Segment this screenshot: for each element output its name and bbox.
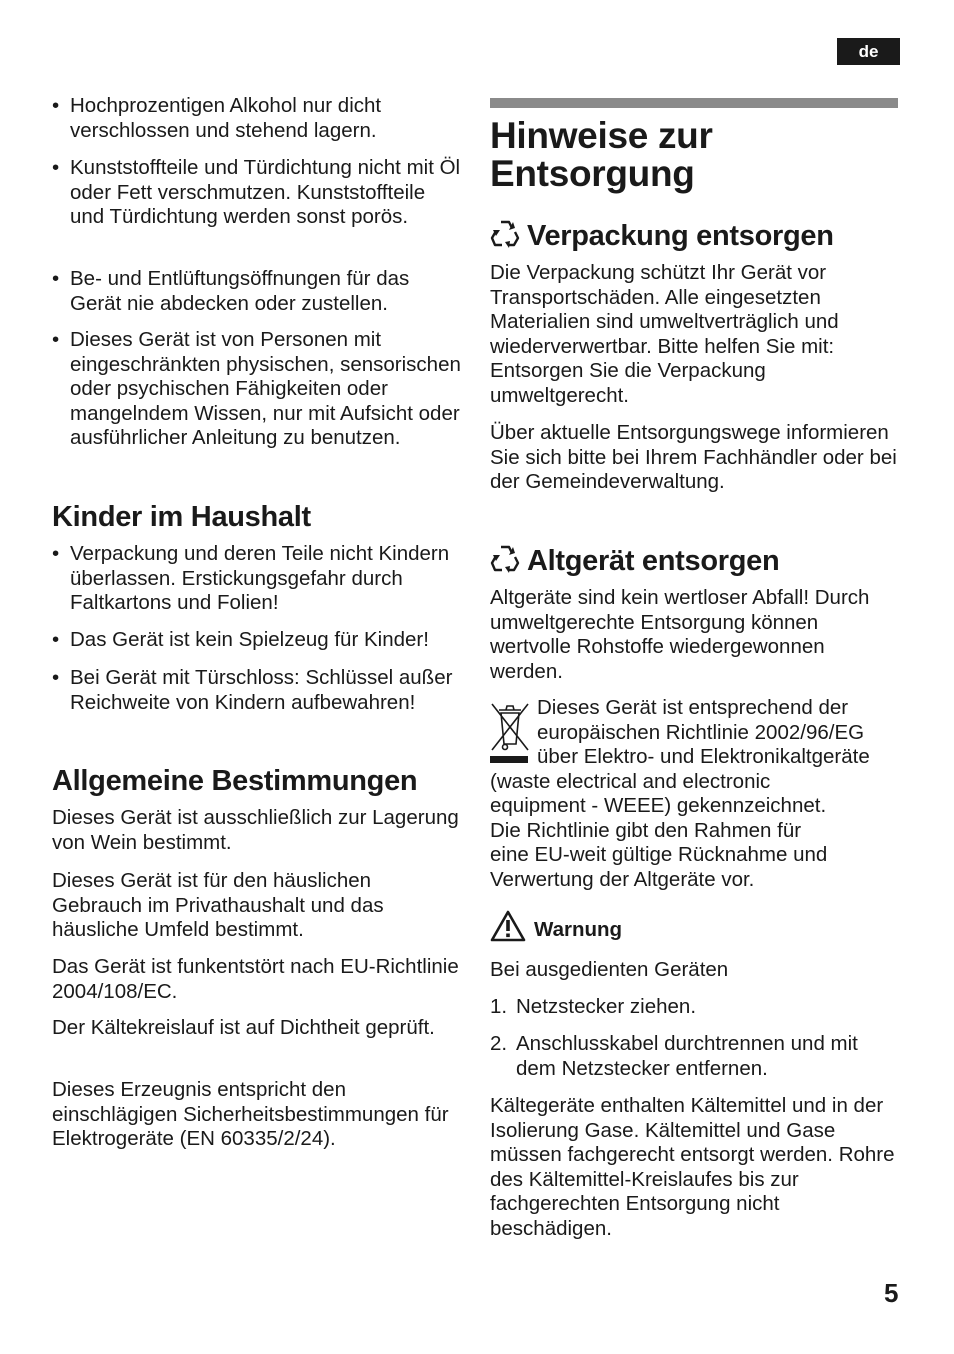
weee-line: europäischen Richtlinie 2002/96/EG (537, 721, 865, 744)
section-heading-verpackung (490, 218, 834, 253)
paragraph: Bei ausgedienten Geräten (490, 958, 729, 981)
weee-line: (waste electrical and electronic (490, 770, 771, 793)
section-heading-altgeraet (490, 543, 779, 578)
weee-line: über Elektro- und Elektronikaltgeräte (537, 745, 870, 768)
paragraph: Die Verpackung schützt Ihr Gerät vor Transportschäden. Alle eingesetzten Materialien sind umweltverträglich und wiederverwertbar. Bitte helfen Sie mit: Entsorgen Sie die Verpackung umweltgerecht. (490, 261, 839, 407)
section-heading-label: Altgerät entsorgen (527, 545, 780, 577)
weee-line: Dieses Gerät ist entsprechend der (537, 696, 849, 719)
paragraph: Das Gerät ist funkentstört nach EU-Richtlinie 2004/108/EC. (52, 955, 459, 1003)
paragraph: Dieses Gerät ist für den häuslichen Gebrauch im Privathaushalt und das häusliche Umfeld bestimmt. (52, 869, 384, 941)
paragraph: Altgeräte sind kein wertloser Abfall! Durch umweltgerechte Entsorgung können wertvolle Rohstoffe wiedergewonnen werden. (490, 586, 870, 683)
warning-heading (490, 910, 622, 942)
paragraph: Dieses Gerät ist ausschließlich zur Lagerung von Wein bestimmt. (52, 806, 459, 854)
paragraph: Dieses Erzeugnis entspricht den einschlägigen Sicherheitsbestimmungen für Elektrogeräte (EN 60335/2/24). (52, 1078, 449, 1150)
warning-triangle-icon (490, 910, 526, 942)
section-heading-label: Verpackung entsorgen (527, 220, 834, 252)
section-heading-allgemein: Allgemeine Bestimmungen (52, 765, 418, 797)
paragraph: Über aktuelle Entsorgungswege informieren Sie sich bitte bei Ihrem Fachhändler oder bei der Gemeindeverwaltung. (490, 421, 897, 493)
warning-label: Warnung (534, 918, 623, 941)
weee-line: Die Richtlinie gibt den Rahmen für (490, 819, 802, 842)
weee-line: equipment - WEEE) gekennzeichnet. (490, 794, 827, 817)
crossed-out-bin-icon (490, 700, 530, 764)
weee-line: Verwertung der Altgeräte vor. (490, 868, 755, 891)
paragraph: Kältegeräte enthalten Kältemittel und in der Isolierung Gase. Kältemittel und Gase müssen fachgerecht entsorgt werden. Rohre des Kältemittel-Kreislaufes bis zur fachgerechten Entsorgung nicht beschädigen. (490, 1094, 895, 1240)
language-badge: de (837, 38, 900, 65)
recycle-icon (490, 543, 520, 573)
section-heading-kinder: Kinder im Haushalt (52, 501, 311, 533)
section-rule (490, 98, 898, 108)
page-section-title: Hinweise zur Entsorgung (490, 115, 713, 194)
paragraph: Der Kältekreislauf ist auf Dichtheit geprüft. (52, 1016, 435, 1039)
weee-line: eine EU-weit gültige Rücknahme und (490, 843, 828, 866)
page-number: 5 (884, 1278, 899, 1308)
recycle-icon (490, 218, 520, 248)
